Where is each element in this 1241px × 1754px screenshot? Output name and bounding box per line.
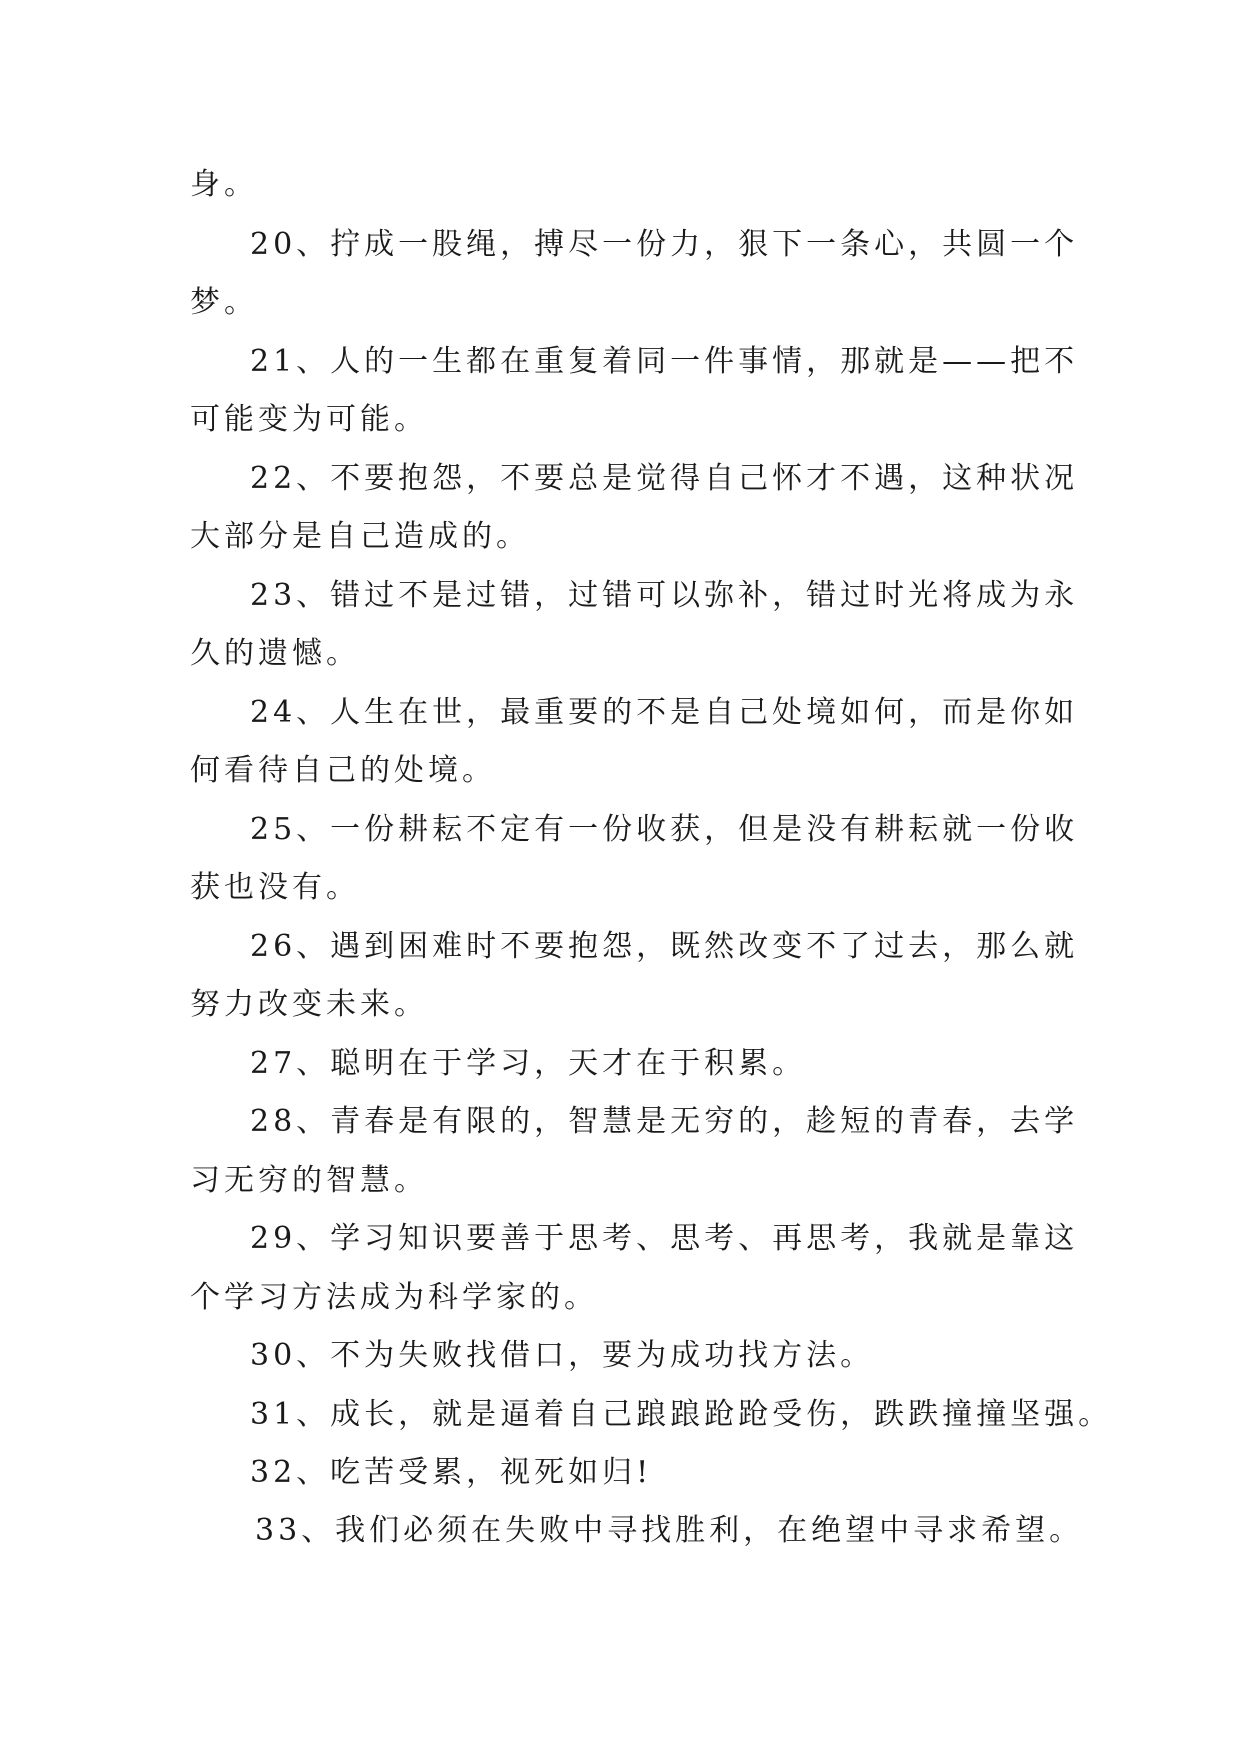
text-line: 习无穷的智慧。	[190, 1163, 428, 1198]
text-line: 26、遇到困难时不要抱怨，既然改变不了过去，那么就	[250, 929, 1079, 964]
text-line: 27、聪明在于学习，天才在于积累。	[250, 1046, 807, 1081]
text-line: 获也没有。	[190, 870, 360, 905]
text-line: 大部分是自己造成的。	[190, 519, 530, 554]
text-line: 32、吃苦受累，视死如归!	[250, 1455, 653, 1490]
text-line: 24、人生在世，最重要的不是自己处境如何，而是你如	[250, 695, 1079, 730]
text-line: 身。	[190, 167, 258, 202]
text-line: 梦。	[190, 285, 258, 320]
text-line: 30、不为失败找借口，要为成功找方法。	[250, 1338, 875, 1373]
text-line: 25、一份耕耘不定有一份收获，但是没有耕耘就一份收	[250, 812, 1079, 847]
text-line: 29、学习知识要善于思考、思考、再思考，我就是靠这	[250, 1221, 1079, 1256]
text-line: 33、我们必须在失败中寻找胜利，在绝望中寻求希望。	[255, 1513, 1084, 1548]
text-line: 努力改变未来。	[190, 987, 428, 1022]
text-line: 28、青春是有限的，智慧是无穷的，趁短的青春，去学	[250, 1104, 1079, 1139]
text-line: 何看待自己的处境。	[190, 753, 496, 788]
text-line: 久的遗憾。	[190, 636, 360, 671]
text-line: 个学习方法成为科学家的。	[190, 1280, 598, 1315]
text-line: 可能变为可能。	[190, 402, 428, 437]
text-line: 31、成长，就是逼着自己踉踉跄跄受伤，跌跌撞撞坚强。	[250, 1397, 1113, 1432]
text-line: 22、不要抱怨，不要总是觉得自己怀才不遇，这种状况	[250, 461, 1079, 496]
text-line: 23、错过不是过错，过错可以弥补，错过时光将成为永	[250, 578, 1079, 613]
text-line: 20、拧成一股绳，搏尽一份力，狠下一条心，共圆一个	[250, 227, 1079, 262]
text-line: 21、人的一生都在重复着同一件事情，那就是——把不	[250, 344, 1079, 379]
